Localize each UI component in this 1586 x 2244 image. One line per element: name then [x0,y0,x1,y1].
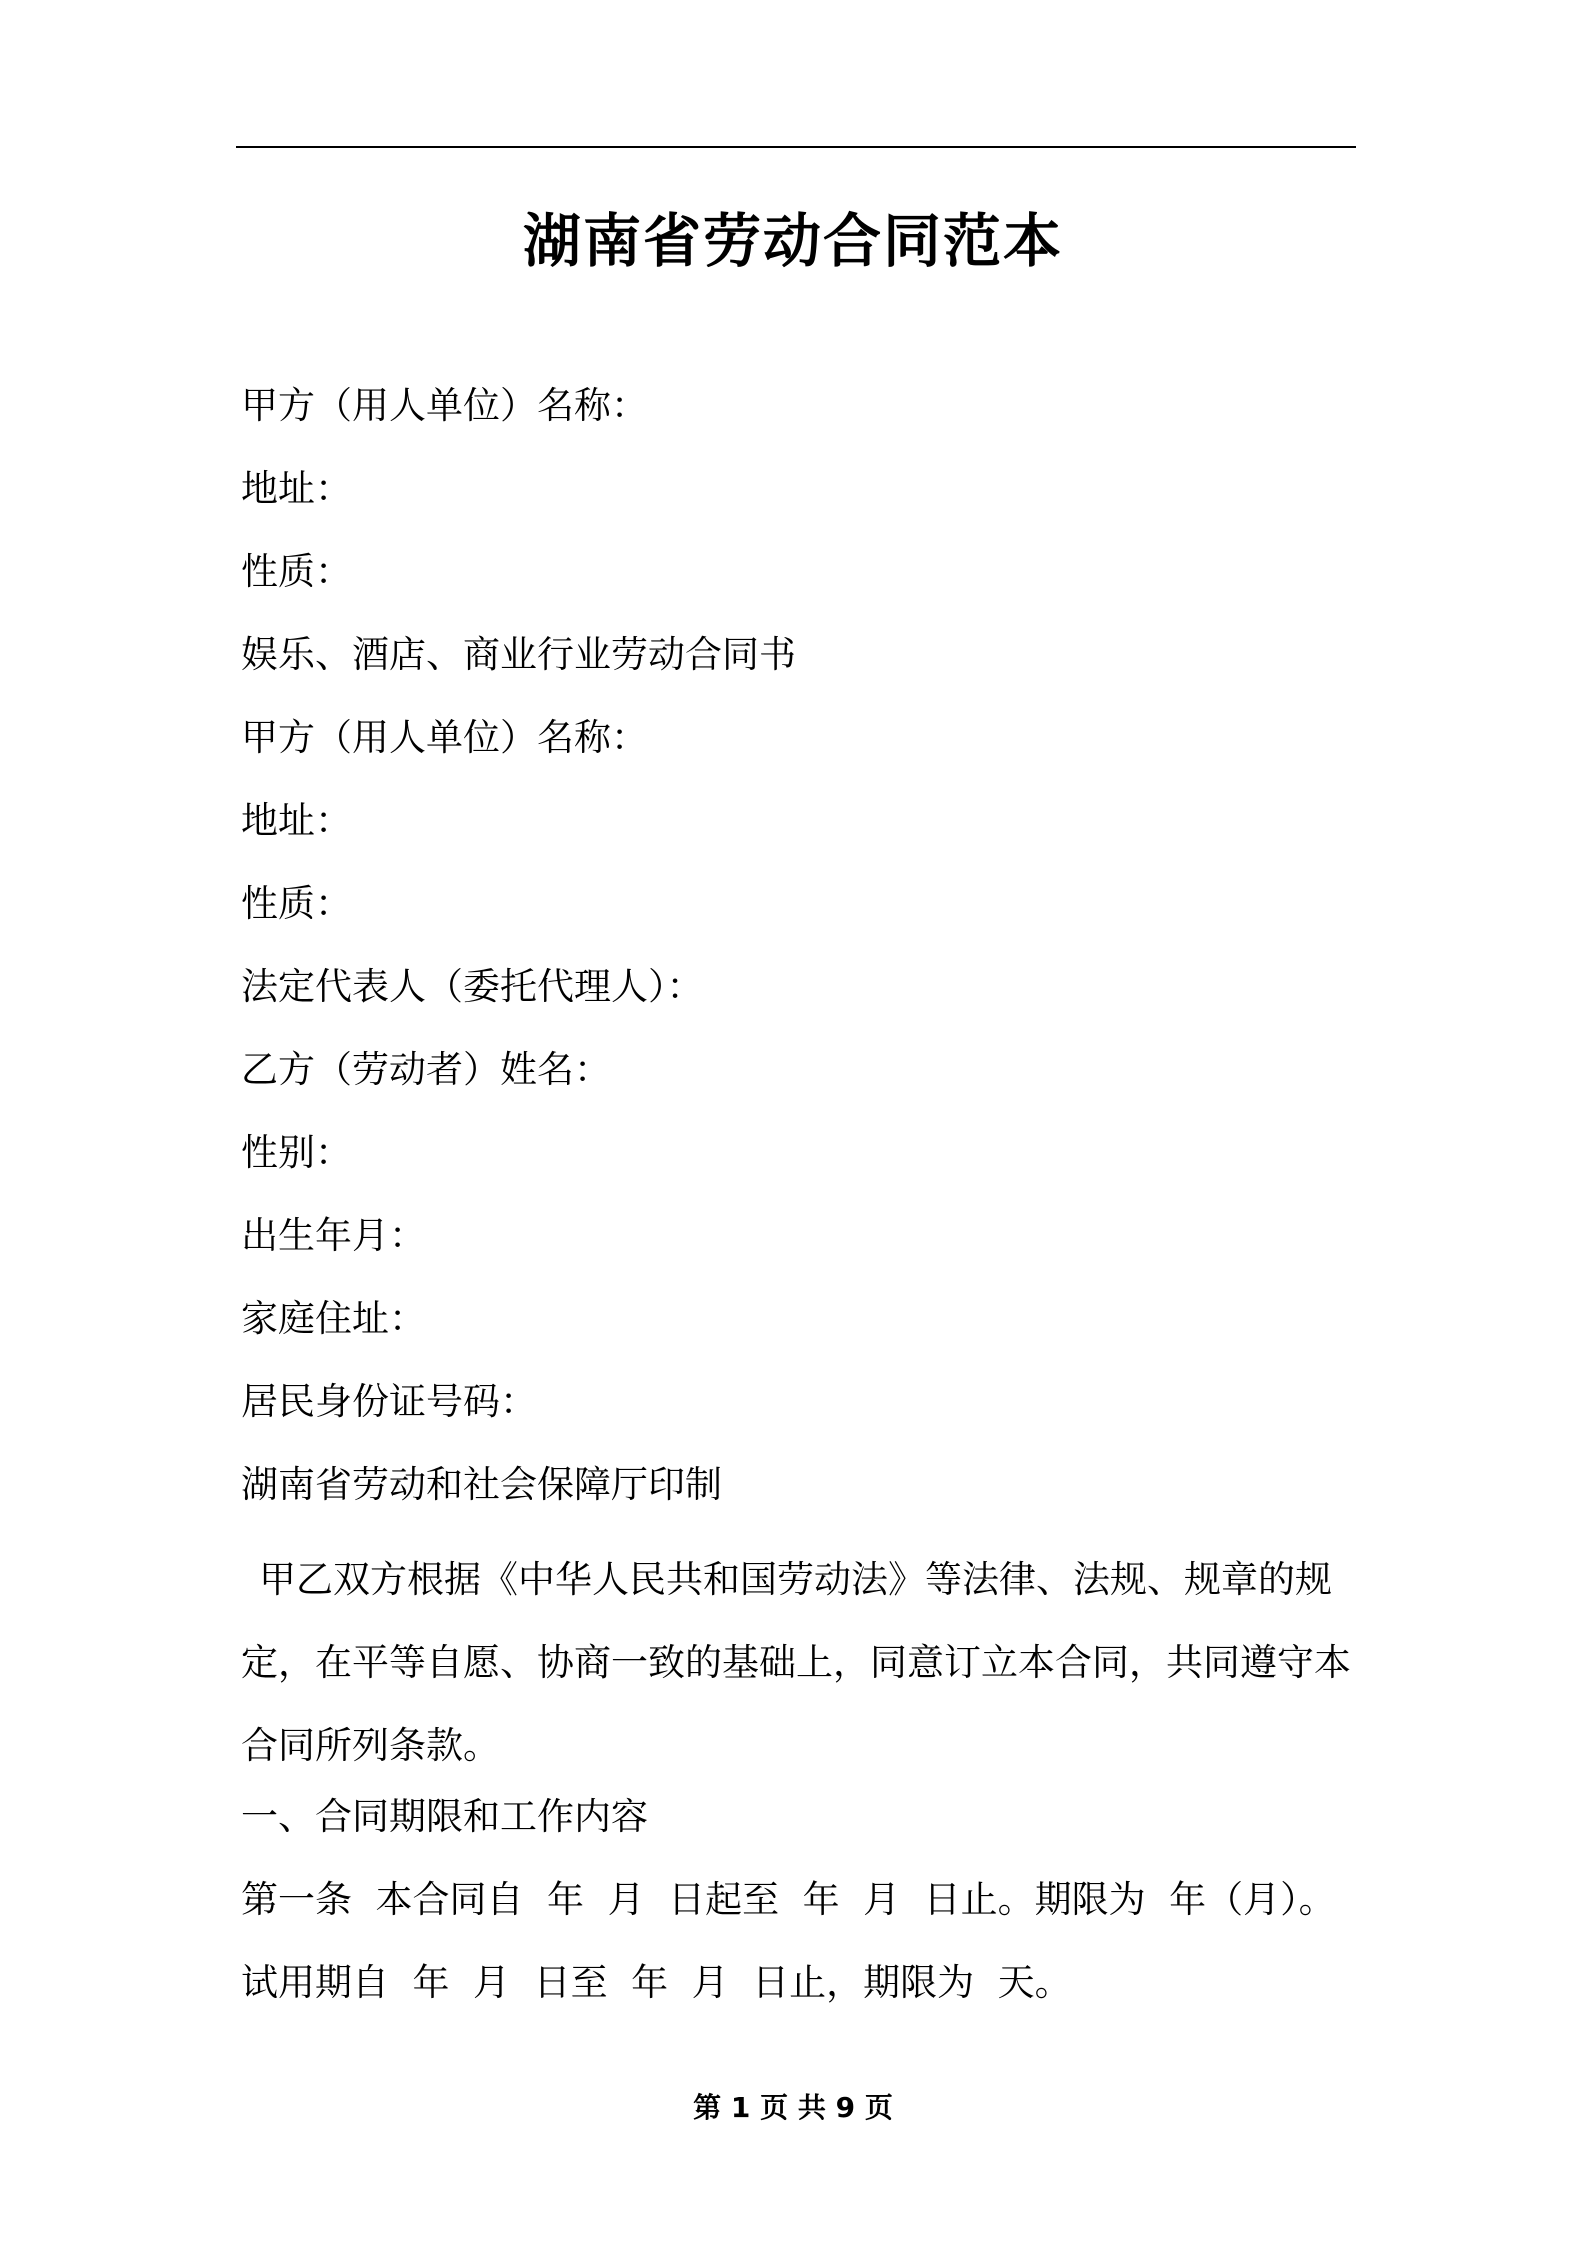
document-title: 湖南省劳动合同范本 [522,207,1063,275]
field-nature-2: 性质： [241,882,352,925]
page-number: 第 1 页 共 9 页 [693,2091,893,2124]
preamble-line-2: 定，在平等自愿、协商一致的基础上，同意订立本合同，共同遵守本 [241,1641,1351,1684]
printed-by: 湖南省劳动和社会保障厅印制 [241,1463,722,1506]
preamble-paragraph [241,1538,1356,1787]
contract-subtitle: 娱乐、酒店、商业行业劳动合同书 [241,633,796,676]
field-employer-name: 甲方（用人单位）名称： [241,384,648,427]
field-home-address: 家庭住址： [241,1297,426,1340]
preamble-line-1: 甲乙双方根据《中华人民共和国劳动法》等法律、法规、规章的规 [259,1558,1332,1601]
field-address-2: 地址： [241,799,352,842]
field-nature: 性质： [241,550,352,593]
field-birth-date: 出生年月： [241,1214,426,1257]
preamble-line-3: 合同所列条款。 [241,1724,500,1767]
field-employer-name-2: 甲方（用人单位）名称： [241,716,648,759]
clause-1: 第一条 本合同自 年 月 日起至 年 月 日止。期限为 年（月）。 [241,1878,1336,1921]
field-employee-name: 乙方（劳动者）姓名： [241,1048,611,1091]
field-address: 地址： [241,467,352,510]
field-legal-representative: 法定代表人（委托代理人）： [241,965,704,1008]
field-gender: 性别： [241,1131,352,1174]
section-heading: 一、合同期限和工作内容 [241,1795,648,1838]
field-id-number: 居民身份证号码： [241,1380,537,1423]
clause-1-probation: 试用期自 年 月 日至 年 月 日止，期限为 天。 [241,1961,1072,2004]
header-rule [236,146,1356,148]
